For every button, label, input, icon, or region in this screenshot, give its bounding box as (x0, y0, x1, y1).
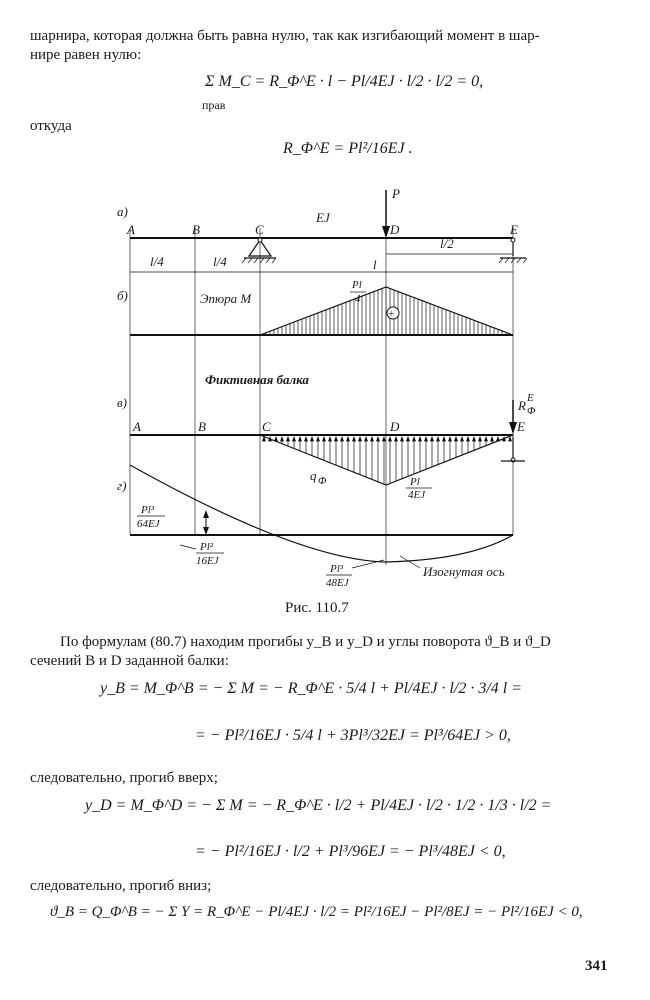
moment-diagram (260, 287, 513, 335)
load-arrow-tip (293, 437, 296, 441)
reaction-label-sup: E (527, 392, 534, 404)
moment-max-den: 4 (355, 293, 361, 305)
point-b-label-top: B (192, 222, 200, 237)
load-arrow-tip (467, 437, 470, 441)
bent-axis-label: Изогнутая ось (423, 564, 505, 579)
conclusion-down: следовательно, прогиб вниз; (30, 878, 212, 894)
load-arrow-tip (485, 437, 488, 441)
conclusion-up: следовательно, прогиб вверх; (30, 770, 218, 786)
part-a-label: а) (117, 204, 128, 219)
part-g-label: г) (117, 478, 127, 493)
load-arrow-tip (437, 437, 440, 441)
load-arrow-tip (509, 437, 512, 441)
formula-theta-b: ϑ_B = Q_Φ^B = − Σ Y = R_Φ^E − Pl/4EJ · l/2 = Pl²/16EJ − Pl²/8EJ = − Pl²/16EJ < 0, (50, 904, 583, 920)
load-arrow-tip (419, 437, 422, 441)
load-arrow-tip (449, 437, 452, 441)
load-arrow-tip (329, 437, 332, 441)
dim-l2: l/2 (440, 236, 454, 251)
point-b-label-fict: B (198, 419, 206, 434)
angle-den: 16EJ (196, 555, 219, 567)
dim-l: l (373, 257, 377, 272)
top-text-line1: шарнира, которая должна быть равна нулю, так как изгибающий момент в шар- (30, 28, 540, 44)
point-c-label-top: C (255, 222, 264, 237)
formula-yd-line1: y_D = M_Φ^D = − Σ M = − R_Φ^E · l/2 + Pl/4EJ · l/2 · 1/2 · 1/3 · l/2 = (85, 797, 552, 814)
page-number: 341 (585, 958, 608, 974)
angle-num: Pl² (200, 541, 214, 553)
load-arrow-tip (335, 437, 338, 441)
dim-l4-ab: l/4 (150, 254, 164, 269)
formula-moment-c: Σ M_C = R_Φ^E · l − Pl/4EJ · l/2 · l/2 = 0, (205, 73, 484, 90)
hinge-e (511, 238, 515, 242)
top-text-line2: нире равен нулю: (30, 47, 142, 63)
point-a-label-top: A (127, 222, 135, 237)
load-arrow-tip (401, 437, 404, 441)
load-arrow-tip (275, 437, 278, 441)
load-arrow-tip (299, 437, 302, 441)
plus-sign: + (388, 308, 395, 320)
load-arrow-tip (395, 437, 398, 441)
load-arrow-tip (269, 437, 272, 441)
load-arrow-tip (365, 437, 368, 441)
load-arrow-tip (491, 437, 494, 441)
load-arrow-tip (479, 437, 482, 441)
figure-caption: Рис. 110.7 (285, 600, 349, 616)
formula-moment-c-sub: прав (202, 98, 226, 112)
load-arrow-tip (317, 437, 320, 441)
moment-max-num: Pl (352, 279, 362, 291)
load-arrow-tip (497, 437, 500, 441)
load-arrow-tip (461, 437, 464, 441)
defl-d-den: 48EJ (326, 577, 349, 589)
load-arrow-tip (371, 437, 374, 441)
point-e-label-fict: E (517, 419, 525, 434)
load-p-label: P (392, 186, 400, 201)
load-arrow-tip (389, 437, 392, 441)
point-d-label-fict: D (390, 419, 400, 434)
load-arrow-tip (407, 437, 410, 441)
reaction-arrowhead (509, 422, 517, 434)
fictitious-beam-label: Фиктивная балка (205, 372, 309, 387)
para2-line2: сечений B и D заданной балки: (30, 653, 229, 669)
point-a-label-fict: A (133, 419, 141, 434)
fictitious-load (260, 435, 513, 485)
reaction-label: R (518, 398, 526, 413)
point-d-label-top: D (390, 222, 400, 237)
load-arrow-tip (287, 437, 290, 441)
q-phi-sub: Φ (318, 475, 327, 487)
dim-l4-bc: l/4 (213, 254, 227, 269)
formula-yb-line2: = − Pl²/16EJ · 5/4 l + 3Pl³/32EJ = Pl³/64EJ > 0, (195, 727, 511, 744)
ej-label: EJ (316, 210, 330, 225)
load-arrow-tip (311, 437, 314, 441)
hinge-c (258, 238, 262, 242)
load-arrow-tip (455, 437, 458, 441)
fict-max-den: 4EJ (408, 489, 426, 501)
defl-b-den: 64EJ (137, 518, 160, 530)
load-arrow-tip (323, 437, 326, 441)
load-arrow-tip (383, 437, 386, 441)
load-arrow-tip (359, 437, 362, 441)
reaction-label-sub: Φ (527, 405, 536, 417)
otkuda-text: откуда (30, 118, 72, 134)
construction-lines (130, 228, 513, 565)
load-arrow-tip (353, 437, 356, 441)
load-arrow-tip (443, 437, 446, 441)
load-arrow-tip (305, 437, 308, 441)
load-arrow-tip (281, 437, 284, 441)
point-e-label-top: E (510, 222, 518, 237)
load-arrow-tip (473, 437, 476, 441)
formula-yb-line1: y_B = M_Φ^B = − Σ M = − R_Φ^E · 5/4 l + Pl/4EJ · l/2 · 3/4 l = (100, 680, 523, 697)
part-b-label: б) (117, 288, 128, 303)
part-v-label: в) (117, 395, 127, 410)
load-arrow-tip (377, 437, 380, 441)
fictitious-load-arrows (263, 436, 512, 484)
epure-m-label: Эпюра М (200, 291, 252, 306)
load-arrow-tip (431, 437, 434, 441)
load-arrow-tip (425, 437, 428, 441)
load-arrow-tip (341, 437, 344, 441)
fict-max-num: Pl (410, 476, 420, 488)
support-c-hatch (242, 258, 276, 263)
defl-b-num: Pl³ (141, 504, 155, 516)
load-arrow-tip (413, 437, 416, 441)
point-c-label-fict: C (262, 419, 271, 434)
defl-d-num: Pl³ (330, 563, 344, 575)
formula-yd-line2: = − Pl²/16EJ · l/2 + Pl³/96EJ = − Pl³/48EJ < 0, (195, 843, 506, 860)
load-arrow-tip (347, 437, 350, 441)
q-phi-label: q (310, 468, 317, 483)
load-p-arrowhead (382, 226, 390, 238)
formula-reaction: R_Φ^E = Pl²/16EJ . (283, 140, 413, 157)
para2-line1: По формулам (80.7) находим прогибы y_B и y_D и углы поворота ϑ_B и ϑ_D (60, 634, 551, 650)
